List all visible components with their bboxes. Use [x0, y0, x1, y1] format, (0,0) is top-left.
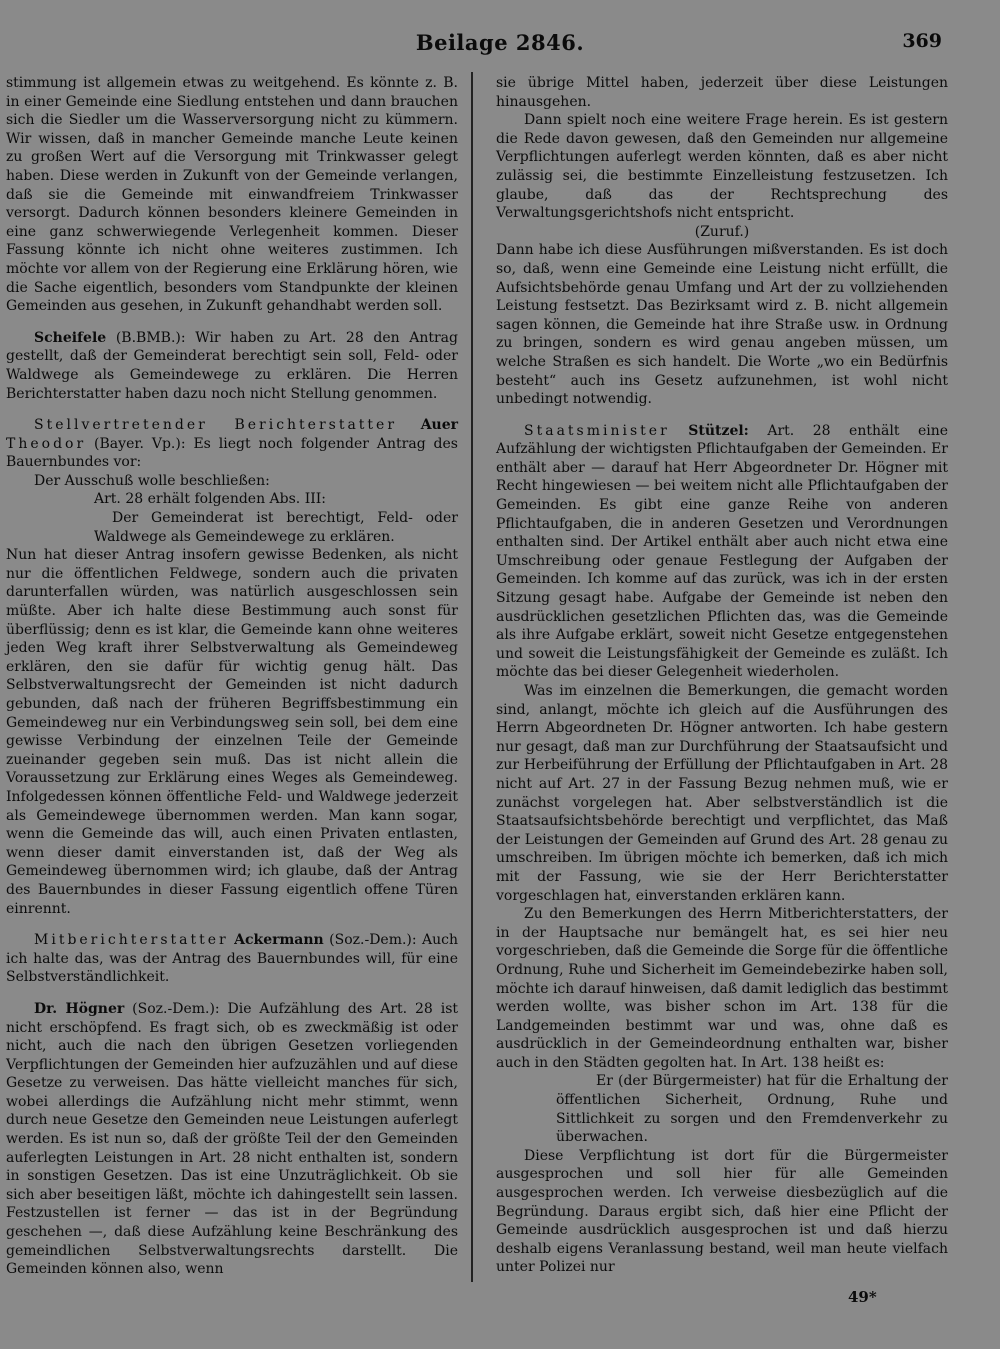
- quoted-motion-line: Der Gemeinderat ist berechtigt, Feld- oder Waldwege als Gemeindewege zu erklären.: [94, 510, 458, 545]
- speech-stuetzel: [496, 422, 948, 682]
- speaker-role: Mitberichterstatter: [34, 932, 229, 949]
- speech-ackermann: [6, 931, 458, 987]
- speaker-name: Ackermann: [234, 932, 324, 949]
- speaker-name: Dr. Högner: [34, 1000, 125, 1017]
- paragraph: Dann habe ich diese Ausführungen mißverstanden. Es ist doch so, daß, wenn eine Gemeinde eine Leistung nicht erfüllt, die Aufsichtsbehörde genau Umfang und Art der zu vollziehenden Leistung festsetzt. Das Bezirksamt wird z. B. nicht allgemein sagen können, die Gemeinde hat ihre Straße usw. in Ordnung zu bringen, sondern es wird genau angeben müssen, um welche Straßen es sich handelt. Die Worte „wo ein Bedürfnis besteht“ auch ins Gesetz aufzunehmen, ist wohl nicht unbedingt notwendig.: [496, 242, 948, 408]
- speaker-role: Stellvertretender Berichterstatter: [34, 417, 398, 434]
- block-quote: Er (der Bürgermeister) hat für die Erhaltung der öffentlichen Sicherheit, Ordnung, Ruhe und Sittlichkeit zu sorgen und den Fremdenverkehr zu überwachen.: [556, 1073, 948, 1146]
- page-title: Beilage 2846.: [415, 30, 585, 55]
- speaker-role: Staatsminister: [524, 422, 670, 439]
- paragraph: Zu den Bemerkungen des Herrn Mitberichterstatters, der in der Hauptsache nur bemängelt hat, es sei hier neu vorgeschrieben, daß die Gemeinde die Sorge für die öffentliche Ordnung, Ruhe und Sicherheit im Gemeindebezirke haben soll, möchte ich darauf hinweisen, daß damit lediglich das bestimmt werden wollte, was bisher schon im Art. 138 für die Landgemeinden bestimmt war und was, ohne daß es ausdrücklich in der Gemeindeordnung enthalten war, bisher auch in den Städten gegolten hat. In Art. 138 heißt es:: [496, 906, 948, 1071]
- column-divider: [471, 72, 473, 1282]
- paragraph: Nun hat dieser Antrag insofern gewisse Bedenken, als nicht nur die öffentlichen Feldwege, sondern auch die privaten darunterfallen würden, was natürlich ausgeschlossen sein müßte. Aber ich halte diese Bestimmung auch sonst für überflüssig; denn es ist klar, die Gemeinde kann ohne weiteres jeden Weg kraft ihrer Selbstverwaltung als Gemeindeweg erklären, den sie dafür für wichtig genug hält. Das Selbstverwaltungsrecht der Gemeinden ist nicht dadurch gebunden, daß nach der früheren Begriffsbestimmung ein Gemeindeweg nur ein Verbindungsweg sein soll, bei dem eine gewisse Verbindung der einzelnen Teile der Gemeinde zueinander gegeben sein muß. Das ist nicht allein die Voraussetzung zur Erklärung eines Weges als Gemeindeweg. Infolgedessen können öffentliche Feld- und Waldwege jederzeit als Gemeindewege übernommen werden. Man kann sogar, wenn die Gemeinde das will, auch einen Privaten entlasten, wenn dieser damit einverstanden ist, daß der Weg als Gemeindeweg übernommen wird; ich glaube, daß der Antrag des Bauernbundes in dieser Fassung eigentlich offene Türen einrennt.: [6, 547, 458, 917]
- speech-text: (Bayer. Vp.): Es liegt noch folgender Antrag des Bauernbundes vor:: [6, 435, 458, 471]
- speaker-name: Auer: [420, 417, 459, 434]
- speech-scheifele: [6, 329, 458, 403]
- page-header: [0, 30, 1000, 66]
- paragraph: Diese Verpflichtung ist dort für die Bürgermeister ausgesprochen und soll hier für alle Gemeinden ausgesprochen werden. Ich verweise diesbezüglich auf die Begründung. Daraus ergibt sich, daß hier eine Pflicht der Gemeinde ausdrücklich ausgesprochen ist und daß hierzu deshalb eigens Veranlassung bestand, weil man heute vielfach unter Polizei nur: [496, 1147, 948, 1276]
- speech-hoegner: [6, 1000, 458, 1279]
- speech-text: (Soz.-Dem.): Die Aufzählung des Art. 28 ist nicht erschöpfend. Es fragt sich, ob es zweckmäßig ist oder nicht, auch die nach den übrigen Gesetzen vorliegenden Verpflichtungen der Gemeinden hier aufzuzählen und auf diese Gesetze zu verweisen. Das hätte vielleicht manches für sich, wobei allerdings die Aufzählung nicht mehr stimmt, wenn durch neue Gesetze den Gemeinden neue Leistungen auferlegt werden. Es ist nun so, daß der größte Teil der den Gemeinden auferlegten Leistungen in Art. 28 nicht enthalten ist, sondern in sonstigen Gesetzen. Das ist eine Unzuträglichkeit. Ob sie sich aber beseitigen läßt, möchte ich dahingestellt sein lassen. Festzustellen ist ferner — das ist in der Begründung geschehen —, daß diese Aufzählung keine Beschränkung des gemeindlichen Selbstverwaltungsrechts darstellt. Die Gemeinden können also, wenn: [6, 1000, 459, 1278]
- printer-signature: 49*: [848, 1288, 877, 1306]
- page-number: 369: [902, 30, 942, 52]
- speech-text: Art. 28 enthält eine Aufzählung der wichtigsten Pflichtaufgaben der Gemeinden. Er enthält aber — darauf hat Herr Abgeordneter Dr. Högner mit Recht hingewiesen — bei weitem nicht alle Pflichtaufgaben der Gemeinden. Es gibt eine ganze Reihe von anderen Pflichtaufgaben, die in anderen Gesetzen und Verordnungen enthalten sind. Der Artikel enthält aber auch nicht etwa eine Umschreibung oder genaue Festlegung der Aufgaben der Gemeinden. Ich komme auf das zurück, was ich in der ersten Sitzung gesagt habe. Aufgabe der Gemeinde ist neben den ausdrücklichen gesetzlichen Pflichten das, was die Gemeinde als ihre Aufgabe erklärt, soweit nicht Gesetze entgegenstehen und soweit die Leistungsfähigkeit der Gemeinde es zuläßt. Ich möchte das bei dieser Gelegenheit wiederholen.: [496, 422, 949, 681]
- speech-auer: [6, 416, 458, 472]
- speaker-name: Scheifele: [34, 329, 107, 346]
- interjection: (Zuruf.): [694, 223, 750, 240]
- speaker-name: Stützel:: [688, 422, 749, 439]
- right-column: [496, 74, 948, 1277]
- speaker-first-name: Theodor: [6, 435, 87, 452]
- speech-text: (B.BMB.): Wir haben zu Art. 28 den Antrag gestellt, daß der Gemeinderat berechtigt sein soll, Feld- oder Waldwege als Gemeindewege zu erklären. Die Herren Berichterstatter haben dazu noch nicht Stellung genommen.: [6, 329, 458, 402]
- speech-text: (Soz.-Dem.): Auch ich halte das, was der Antrag des Bauernbundes will, für eine Selbstverständlichkeit.: [6, 932, 459, 986]
- quoted-motion-line: Der Ausschuß wolle beschließen:: [34, 472, 270, 489]
- paragraph: Dann spielt noch eine weitere Frage herein. Es ist gestern die Rede davon gewesen, daß den Gemeinden nur allgemeine Verpflichtungen auferlegt werden könnten, daß es aber nicht zulässig sei, die bestimmte Einzelleistung festzusetzen. Ich glaube, daß das der Rechtsprechung des Verwaltungsgerichtshofs nicht entspricht.: [496, 112, 948, 222]
- paragraph: sie übrige Mittel haben, jederzeit über diese Leistungen hinausgehen.: [496, 75, 948, 110]
- paragraph: Was im einzelnen die Bemerkungen, die gemacht worden sind, anlangt, möchte ich gleich auf die Ausführungen des Herrn Abgeordneten Dr. Högner antworten. Ich habe gestern nur gesagt, daß man zur Durchführung der Staatsaufsicht und zur Herbeiführung der Erfüllung der Pflichtaufgaben in Art. 28 nicht auf Art. 27 in der Fassung Bezug nehmen muß, wie er zunächst vorgelegen hat. Aber selbstverständlich ist die Staatsaufsichtsbehörde berechtigt und verpflichtet, das Maß der Leistungen der Gemeinden auf Grund des Art. 28 genau zu umschreiben. Im übrigen möchte ich bemerken, daß ich mich mit der Fassung, wie sie der Herr Berichterstatter vorgeschlagen hat, einverstanden erklären kann.: [496, 683, 948, 904]
- left-column: [6, 74, 458, 1279]
- paragraph: stimmung ist allgemein etwas zu weitgehend. Es könnte z. B. in einer Gemeinde eine Siedlung entstehen und dann brauchen sich die Siedler um die Wasserversorgung nicht zu kümmern. Wir wissen, daß in mancher Gemeinde manche Leute keinen zu großen Wert auf die Versorgung mit Trinkwasser gelegt haben. Diese werden in Zukunft von der Gemeinde verlangen, daß sie die Gemeinde mit einwandfreiem Trinkwasser versorgt. Dadurch können besonders kleinere Gemeinden in eine ganz schwerwiegende Verlegenheit kommen. Dieser Fassung könnte ich nicht ohne weiteres zustimmen. Ich möchte vor allem von der Regierung eine Erklärung hören, wie die Sache eigentlich, besonders vom Standpunkte der kleinen Gemeinden aus gesehen, in Zukunft gehandhabt werden soll.: [6, 75, 458, 315]
- quoted-motion-line: Art. 28 erhält folgenden Abs. III:: [94, 491, 327, 508]
